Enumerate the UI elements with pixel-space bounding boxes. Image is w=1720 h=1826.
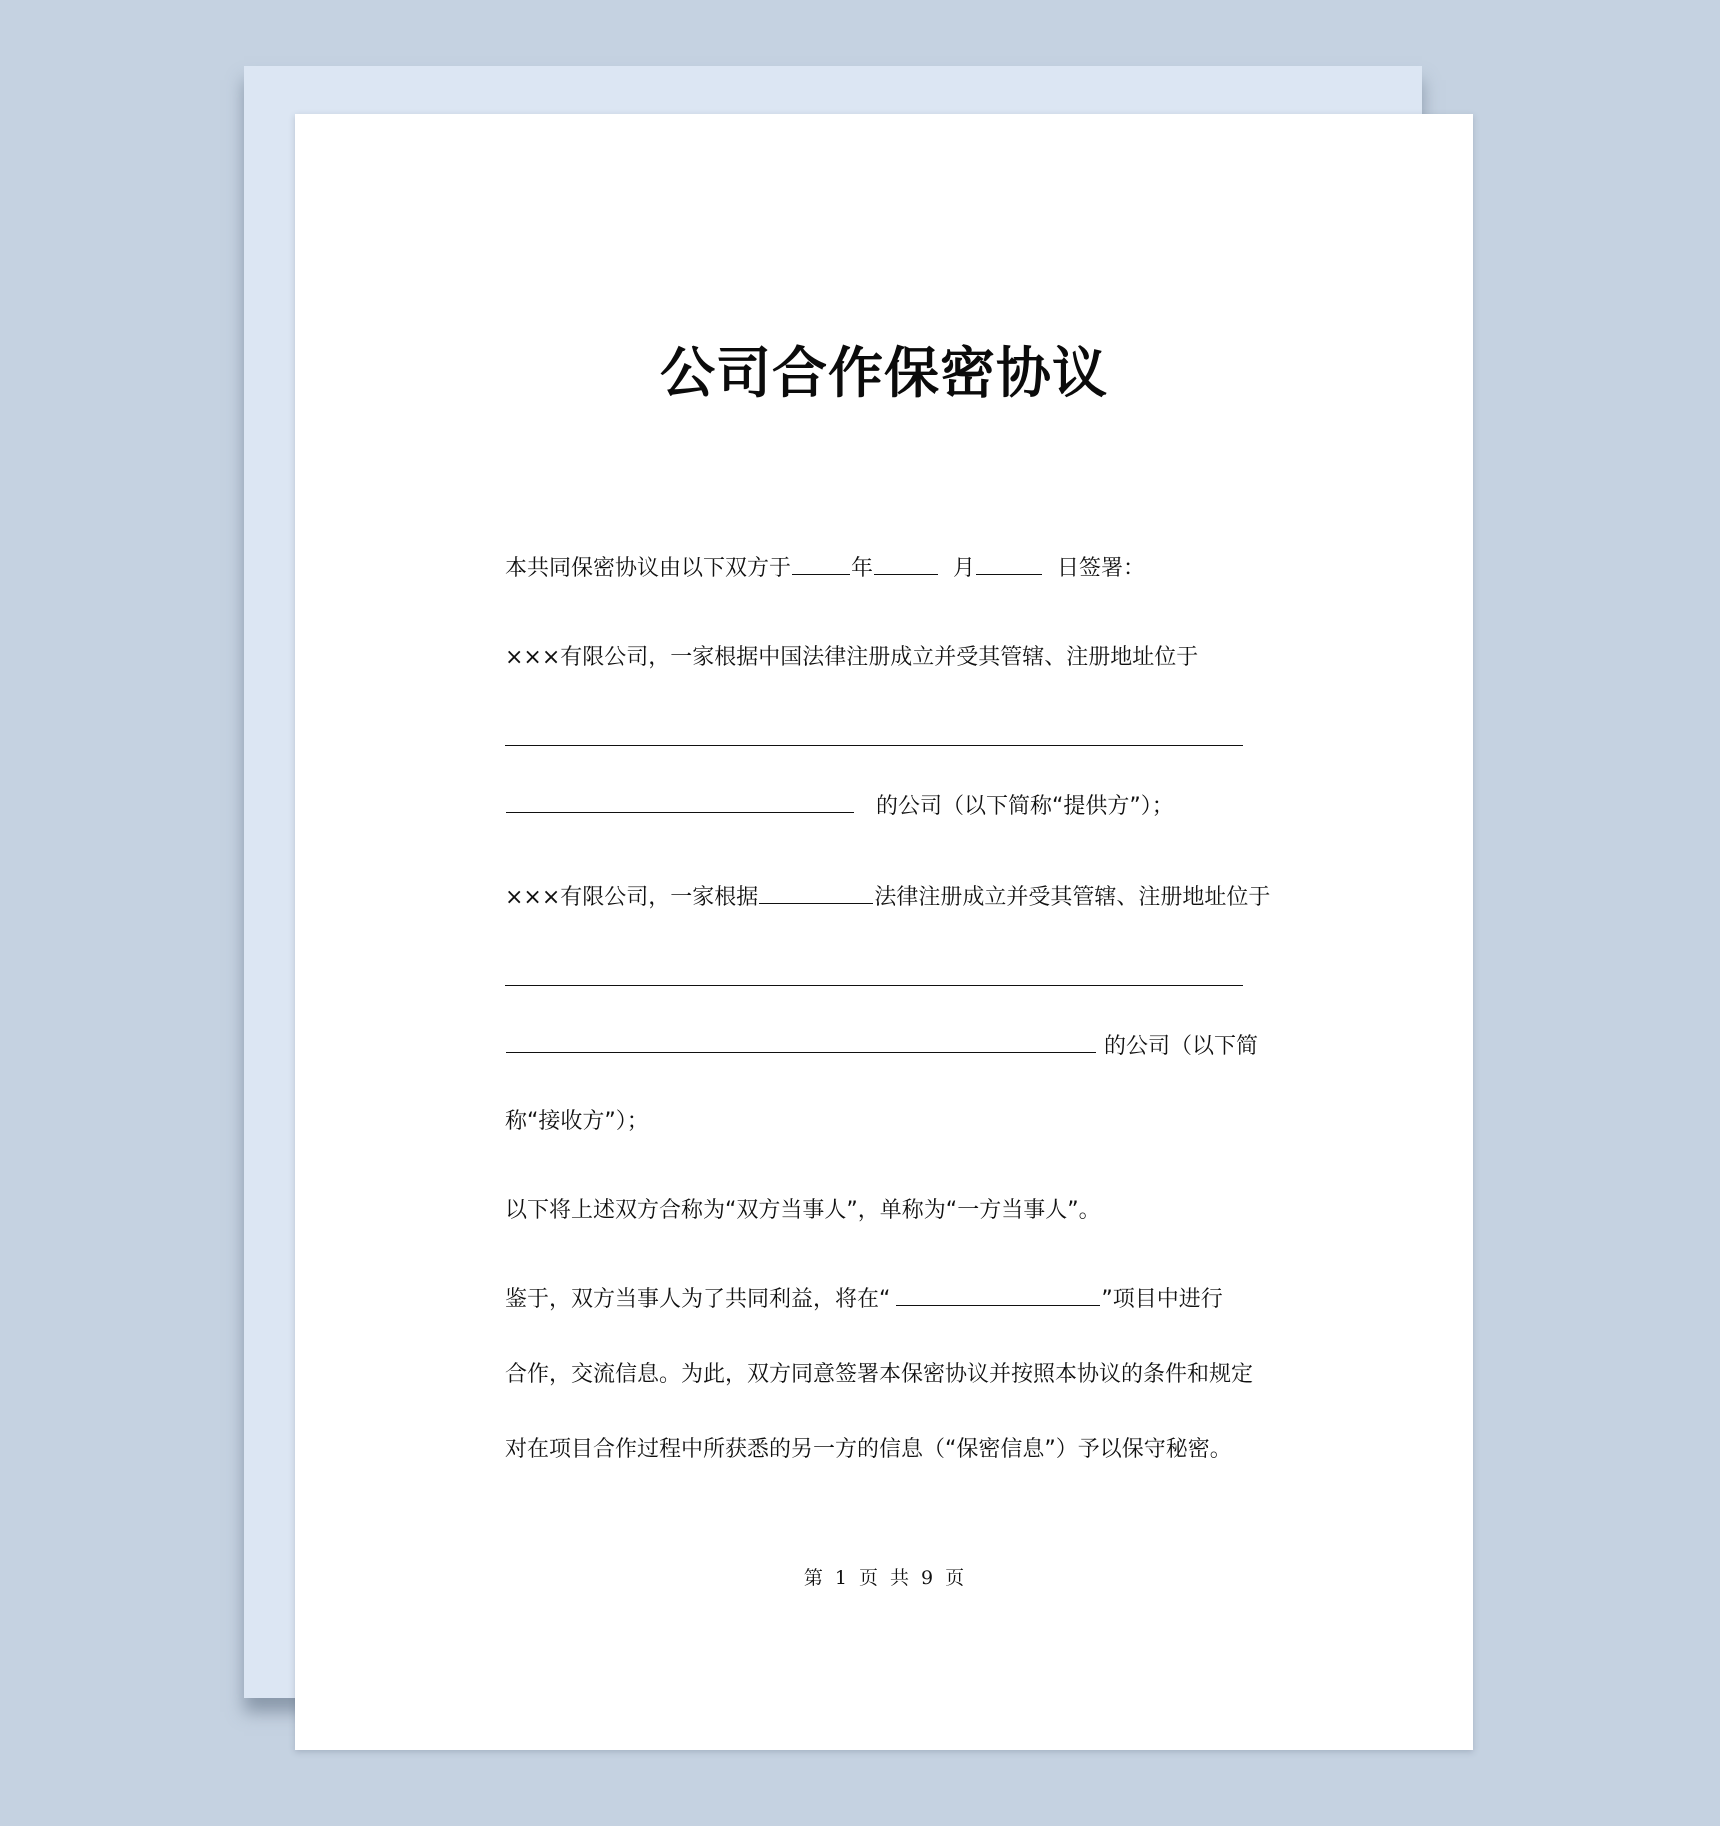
- provider-address-blank-2[interactable]: [506, 812, 854, 813]
- day-blank[interactable]: [976, 574, 1042, 575]
- recital-line-2: 合作，交流信息。为此，双方同意签署本保密协议并按照本协议的条件和规定: [505, 1362, 1254, 1387]
- receiver-line: [505, 887, 1270, 909]
- signing-date-line: [505, 558, 1145, 580]
- page-number-footer: 第 1 页 共 9 页: [803, 1567, 965, 1589]
- receiver-address-blank-2[interactable]: [506, 1052, 1096, 1053]
- signing-text: 本共同保密协议由以下双方于: [505, 556, 792, 581]
- receiver-suffix-continued: 称“接收方”）；: [505, 1109, 649, 1134]
- month-label: 月: [953, 556, 976, 581]
- provider-line: ×××有限公司，一家根据中国法律注册成立并受其管辖、注册地址位于: [505, 645, 1199, 670]
- document-title: 公司合作保密协议: [659, 341, 1108, 405]
- day-label: 日签署：: [1057, 556, 1146, 581]
- provider-suffix: 的公司（以下简称“提供方”）；: [875, 794, 1174, 819]
- year-blank[interactable]: [792, 574, 850, 575]
- receiver-suffix-line: [505, 1036, 1258, 1058]
- receiver-text-2: 法律注册成立并受其管辖、注册地址位于: [874, 885, 1271, 910]
- recital-text-1: 鉴于，双方当事人为了共同利益，将在“: [505, 1287, 891, 1312]
- month-blank[interactable]: [874, 574, 938, 575]
- recital-text-2: ”项目中进行: [1101, 1287, 1223, 1312]
- provider-address-blank[interactable]: [505, 745, 1243, 746]
- year-label: 年: [851, 556, 874, 581]
- receiver-address-blank[interactable]: [505, 985, 1243, 986]
- document-page: [295, 114, 1473, 1750]
- parties-definition: 以下将上述双方合称为“双方当事人”，单称为“一方当事人”。: [505, 1198, 1101, 1223]
- project-name-blank[interactable]: [896, 1305, 1100, 1306]
- provider-suffix-line: [505, 796, 1174, 818]
- receiver-text-1: ×××有限公司，一家根据: [505, 885, 759, 910]
- recital-line-3: 对在项目合作过程中所获悉的另一方的信息（“保密信息”）予以保守秘密。: [505, 1437, 1232, 1462]
- receiver-suffix: 的公司（以下简: [1104, 1034, 1259, 1059]
- recital-line-1: [505, 1289, 1223, 1311]
- receiver-law-blank[interactable]: [759, 903, 873, 904]
